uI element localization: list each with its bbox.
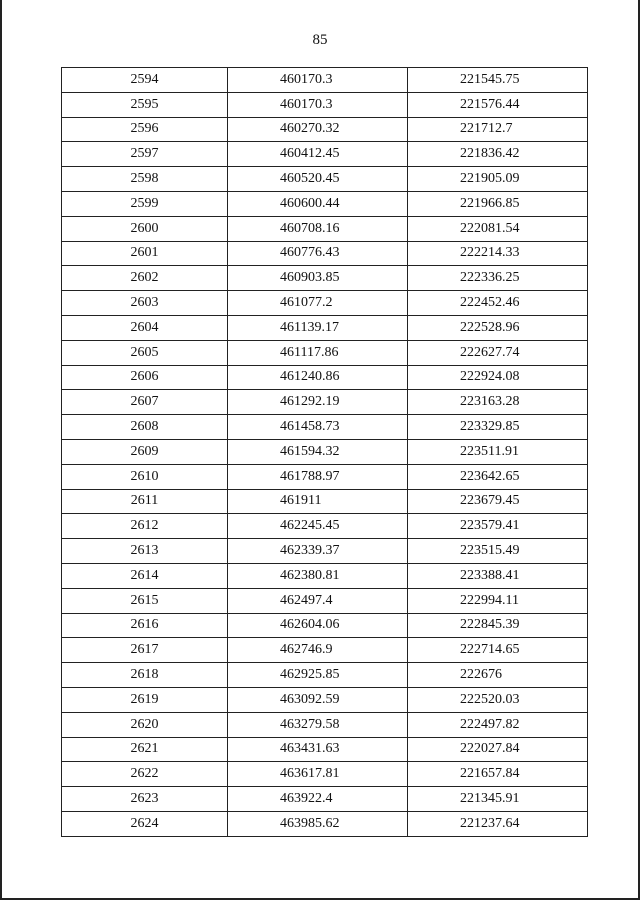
y-coordinate-cell: 221237.64 bbox=[408, 811, 588, 836]
table-row bbox=[62, 68, 588, 93]
y-coordinate-cell: 221836.42 bbox=[408, 142, 588, 167]
y-coordinate-cell: 222336.25 bbox=[408, 266, 588, 291]
x-coordinate-cell: 460170.3 bbox=[228, 68, 408, 93]
point-number-cell: 2624 bbox=[62, 811, 228, 836]
point-number-cell: 2622 bbox=[62, 762, 228, 787]
table-row bbox=[62, 762, 588, 787]
table-row bbox=[62, 787, 588, 812]
table-row bbox=[62, 663, 588, 688]
y-coordinate-cell: 222845.39 bbox=[408, 613, 588, 638]
point-number-cell: 2620 bbox=[62, 712, 228, 737]
coordinates-table bbox=[61, 67, 588, 837]
table-row bbox=[62, 539, 588, 564]
point-number-cell: 2607 bbox=[62, 390, 228, 415]
table-row bbox=[62, 266, 588, 291]
x-coordinate-cell: 463431.63 bbox=[228, 737, 408, 762]
table-row bbox=[62, 687, 588, 712]
page-edge-left bbox=[0, 0, 2, 900]
x-coordinate-cell: 461117.86 bbox=[228, 340, 408, 365]
point-number-cell: 2615 bbox=[62, 588, 228, 613]
point-number-cell: 2621 bbox=[62, 737, 228, 762]
point-number-cell: 2595 bbox=[62, 92, 228, 117]
y-coordinate-cell: 223329.85 bbox=[408, 415, 588, 440]
y-coordinate-cell: 223679.45 bbox=[408, 489, 588, 514]
point-number-cell: 2608 bbox=[62, 415, 228, 440]
table-row bbox=[62, 514, 588, 539]
y-coordinate-cell: 222627.74 bbox=[408, 340, 588, 365]
point-number-cell: 2601 bbox=[62, 241, 228, 266]
point-number-cell: 2613 bbox=[62, 539, 228, 564]
x-coordinate-cell: 461458.73 bbox=[228, 415, 408, 440]
point-number-cell: 2618 bbox=[62, 663, 228, 688]
x-coordinate-cell: 460903.85 bbox=[228, 266, 408, 291]
point-number-cell: 2600 bbox=[62, 216, 228, 241]
table-row bbox=[62, 191, 588, 216]
point-number-cell: 2616 bbox=[62, 613, 228, 638]
point-number-cell: 2602 bbox=[62, 266, 228, 291]
table-row bbox=[62, 315, 588, 340]
point-number-cell: 2594 bbox=[62, 68, 228, 93]
y-coordinate-cell: 221905.09 bbox=[408, 167, 588, 192]
y-coordinate-cell: 222497.82 bbox=[408, 712, 588, 737]
y-coordinate-cell: 222924.08 bbox=[408, 365, 588, 390]
table-row bbox=[62, 390, 588, 415]
y-coordinate-cell: 221576.44 bbox=[408, 92, 588, 117]
x-coordinate-cell: 462746.9 bbox=[228, 638, 408, 663]
x-coordinate-cell: 462497.4 bbox=[228, 588, 408, 613]
y-coordinate-cell: 223388.41 bbox=[408, 563, 588, 588]
point-number-cell: 2611 bbox=[62, 489, 228, 514]
x-coordinate-cell: 462604.06 bbox=[228, 613, 408, 638]
y-coordinate-cell: 222452.46 bbox=[408, 291, 588, 316]
table-row bbox=[62, 464, 588, 489]
y-coordinate-cell: 222214.33 bbox=[408, 241, 588, 266]
point-number-cell: 2610 bbox=[62, 464, 228, 489]
page-number: 85 bbox=[312, 32, 328, 48]
table-row bbox=[62, 216, 588, 241]
table-row bbox=[62, 737, 588, 762]
point-number-cell: 2609 bbox=[62, 439, 228, 464]
x-coordinate-cell: 461292.19 bbox=[228, 390, 408, 415]
y-coordinate-cell: 223163.28 bbox=[408, 390, 588, 415]
x-coordinate-cell: 462925.85 bbox=[228, 663, 408, 688]
y-coordinate-cell: 221657.84 bbox=[408, 762, 588, 787]
x-coordinate-cell: 460170.3 bbox=[228, 92, 408, 117]
point-number-cell: 2604 bbox=[62, 315, 228, 340]
point-number-cell: 2598 bbox=[62, 167, 228, 192]
x-coordinate-cell: 460776.43 bbox=[228, 241, 408, 266]
point-number-cell: 2612 bbox=[62, 514, 228, 539]
x-coordinate-cell: 461240.86 bbox=[228, 365, 408, 390]
y-coordinate-cell: 221545.75 bbox=[408, 68, 588, 93]
table-row bbox=[62, 489, 588, 514]
table-row bbox=[62, 588, 588, 613]
table-row bbox=[62, 340, 588, 365]
x-coordinate-cell: 462245.45 bbox=[228, 514, 408, 539]
x-coordinate-cell: 460708.16 bbox=[228, 216, 408, 241]
x-coordinate-cell: 462380.81 bbox=[228, 563, 408, 588]
table-row bbox=[62, 241, 588, 266]
point-number-cell: 2603 bbox=[62, 291, 228, 316]
y-coordinate-cell: 221712.7 bbox=[408, 117, 588, 142]
y-coordinate-cell: 223511.91 bbox=[408, 439, 588, 464]
x-coordinate-cell: 461911 bbox=[228, 489, 408, 514]
x-coordinate-cell: 461788.97 bbox=[228, 464, 408, 489]
table-row bbox=[62, 638, 588, 663]
table-row bbox=[62, 92, 588, 117]
table-row bbox=[62, 563, 588, 588]
point-number-cell: 2597 bbox=[62, 142, 228, 167]
x-coordinate-cell: 461139.17 bbox=[228, 315, 408, 340]
y-coordinate-cell: 222520.03 bbox=[408, 687, 588, 712]
x-coordinate-cell: 463279.58 bbox=[228, 712, 408, 737]
point-number-cell: 2599 bbox=[62, 191, 228, 216]
y-coordinate-cell: 222528.96 bbox=[408, 315, 588, 340]
table-row bbox=[62, 142, 588, 167]
y-coordinate-cell: 222081.54 bbox=[408, 216, 588, 241]
y-coordinate-cell: 223579.41 bbox=[408, 514, 588, 539]
y-coordinate-cell: 222027.84 bbox=[408, 737, 588, 762]
y-coordinate-cell: 222676 bbox=[408, 663, 588, 688]
point-number-cell: 2617 bbox=[62, 638, 228, 663]
point-number-cell: 2596 bbox=[62, 117, 228, 142]
y-coordinate-cell: 221345.91 bbox=[408, 787, 588, 812]
y-coordinate-cell: 223642.65 bbox=[408, 464, 588, 489]
table-row bbox=[62, 712, 588, 737]
table-row bbox=[62, 439, 588, 464]
x-coordinate-cell: 463985.62 bbox=[228, 811, 408, 836]
x-coordinate-cell: 460600.44 bbox=[228, 191, 408, 216]
point-number-cell: 2619 bbox=[62, 687, 228, 712]
table-row bbox=[62, 365, 588, 390]
x-coordinate-cell: 463092.59 bbox=[228, 687, 408, 712]
coordinates-table-body bbox=[62, 68, 588, 837]
x-coordinate-cell: 463922.4 bbox=[228, 787, 408, 812]
x-coordinate-cell: 461077.2 bbox=[228, 291, 408, 316]
x-coordinate-cell: 461594.32 bbox=[228, 439, 408, 464]
y-coordinate-cell: 223515.49 bbox=[408, 539, 588, 564]
x-coordinate-cell: 463617.81 bbox=[228, 762, 408, 787]
table-row bbox=[62, 291, 588, 316]
x-coordinate-cell: 460270.32 bbox=[228, 117, 408, 142]
point-number-cell: 2605 bbox=[62, 340, 228, 365]
x-coordinate-cell: 460520.45 bbox=[228, 167, 408, 192]
table-row bbox=[62, 613, 588, 638]
x-coordinate-cell: 460412.45 bbox=[228, 142, 408, 167]
y-coordinate-cell: 221966.85 bbox=[408, 191, 588, 216]
y-coordinate-cell: 222714.65 bbox=[408, 638, 588, 663]
table-row bbox=[62, 811, 588, 836]
table-row bbox=[62, 415, 588, 440]
table-row bbox=[62, 117, 588, 142]
point-number-cell: 2623 bbox=[62, 787, 228, 812]
table-row bbox=[62, 167, 588, 192]
y-coordinate-cell: 222994.11 bbox=[408, 588, 588, 613]
point-number-cell: 2606 bbox=[62, 365, 228, 390]
x-coordinate-cell: 462339.37 bbox=[228, 539, 408, 564]
point-number-cell: 2614 bbox=[62, 563, 228, 588]
